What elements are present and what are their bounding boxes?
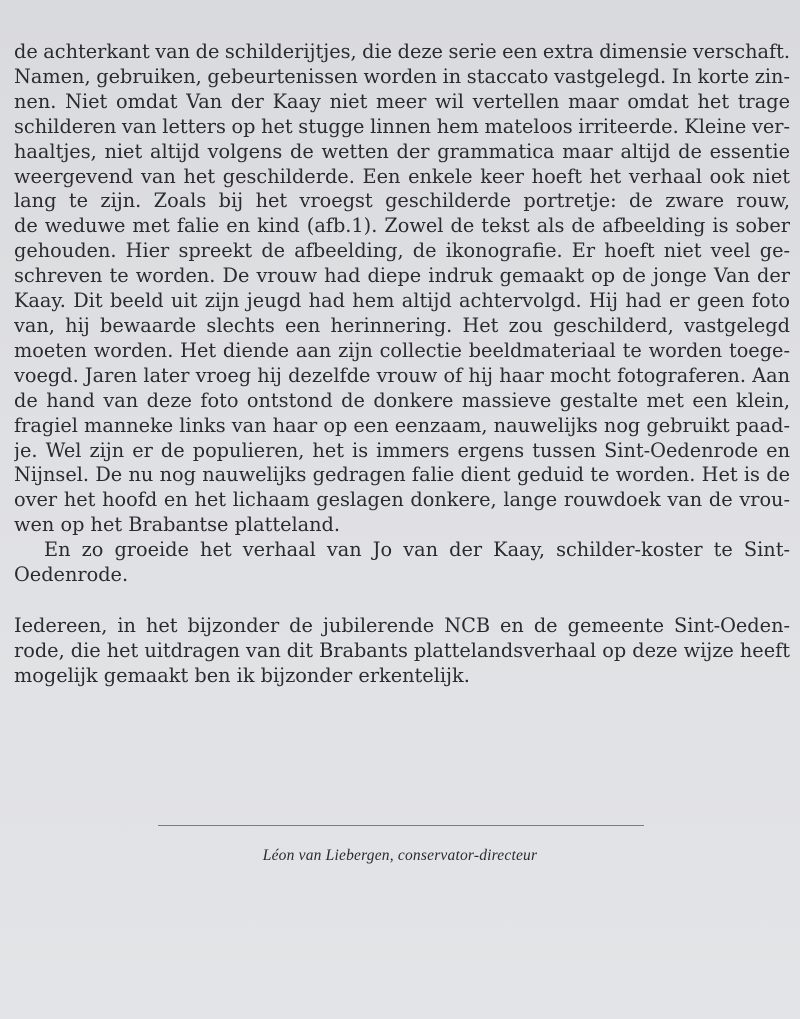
- text-line: Iedereen, in het bijzonder de jubilerende NCB en de gemeente Sint-Oeden-: [14, 613, 790, 637]
- text-line: Namen, gebruiken, gebeurtenissen worden in staccato vastgelegd. In korte zin-: [14, 64, 790, 88]
- text-line: de achterkant van de schilderijtjes, die deze serie een extra dimensie verschaft.: [14, 40, 790, 63]
- text-line: Kaay. Dit beeld uit zijn jeugd had hem altijd achtervolgd. Hij had er geen foto: [14, 289, 790, 313]
- text-line: schreven te worden. De vrouw had diepe indruk gemaakt op de jonge Van der: [14, 264, 790, 288]
- text-line: van, hij bewaarde slechts een herinnering. Het zou geschilderd, vastgelegd: [14, 313, 790, 337]
- paragraph-body: [14, 40, 790, 538]
- text-line: En zo groeide het verhaal van Jo van der Kaay, schilder-koster te Sint-: [44, 538, 790, 562]
- text-line: voegd. Jaren later vroeg hij dezelfde vrouw of hij haar mocht fotograferen. Aan: [14, 363, 790, 387]
- paragraph-closing: [14, 538, 790, 588]
- text-line: schilderen van letters op het stugge linnen hem mateloos irriteerde. Kleine ver-: [14, 114, 790, 138]
- text-line: wen op het Brabantse platteland.: [14, 513, 341, 537]
- signature-divider: [158, 825, 644, 826]
- text-line: nen. Niet omdat Van der Kaay niet meer wil vertellen maar omdat het trage: [14, 89, 790, 113]
- text-line: over het hoofd en het lichaam geslagen donkere, lange rouwdoek van de vrou-: [14, 488, 790, 512]
- signature: Léon van Liebergen, conservator-directeur: [262, 847, 538, 864]
- text-line: Nijnsel. De nu nog nauwelijks gedragen falie dient geduid te worden. Het is de: [14, 463, 790, 487]
- text-line: rode, die het uitdragen van dit Brabants plattelandsverhaal op deze wijze heeft: [14, 638, 790, 662]
- text-line: weergevend van het geschilderde. Een enkele keer hoeft het verhaal ook niet: [14, 164, 790, 188]
- text-line: de hand van deze foto ontstond de donkere massieve gestalte met een klein,: [14, 388, 790, 412]
- paragraph-acknowledgement: [14, 614, 790, 689]
- text-line: moeten worden. Het diende aan zijn collectie beeldmateriaal te worden toege-: [14, 338, 790, 362]
- text-line: lang te zijn. Zoals bij het vroegst geschilderde portretje: de zware rouw,: [14, 189, 790, 213]
- text-line: de weduwe met falie en kind (afb.1). Zowel de tekst als de afbeelding is sober: [14, 214, 790, 238]
- text-line: haaltjes, niet altijd volgens de wetten der grammatica maar altijd de essentie: [14, 139, 790, 163]
- text-line: fragiel manneke links van haar op een eenzaam, nauwelijks nog gebruikt paad-: [14, 413, 790, 437]
- text-line: mogelijk gemaakt ben ik bijzonder erkentelijk.: [14, 663, 470, 687]
- text-line: gehouden. Hier spreekt de afbeelding, de ikonografie. Er hoeft niet veel ge-: [14, 239, 790, 263]
- text-line: je. Wel zijn er de populieren, het is immers ergens tussen Sint-Oedenrode en: [14, 438, 790, 462]
- text-line: Oedenrode.: [14, 563, 129, 587]
